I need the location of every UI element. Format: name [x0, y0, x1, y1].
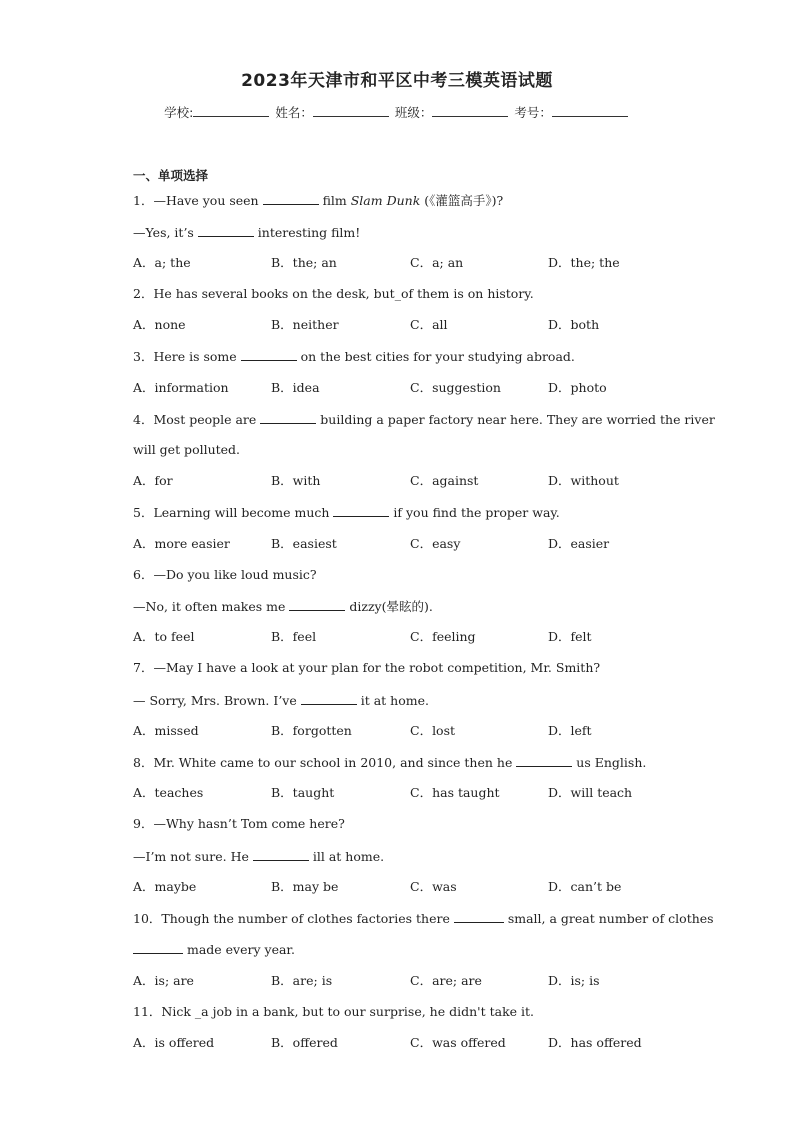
answer-blank: [260, 411, 316, 424]
q1-option-b[interactable]: B．the; an: [271, 255, 337, 270]
q10-option-d[interactable]: D．is; is: [548, 973, 600, 988]
answer-blank: [289, 598, 345, 611]
q2-option-a[interactable]: A．none: [133, 317, 186, 332]
q7-option-b[interactable]: B．forgotten: [271, 723, 352, 738]
q6-option-c[interactable]: C．feeling: [410, 629, 476, 644]
q1-option-a[interactable]: A．a; the: [133, 255, 191, 270]
q7-option-d[interactable]: D．left: [548, 723, 592, 738]
question-9-reply: —I’m not sure. He ill at home.: [133, 849, 385, 864]
answer-blank: [516, 754, 572, 767]
question-8-stem: 8．Mr. White came to our school in 2010, and since then he us English.: [133, 755, 647, 770]
question-10-stem: 10．Though the number of clothes factories there small, a great number of clothes: [133, 911, 714, 926]
q11-option-d[interactable]: D．has offered: [548, 1035, 642, 1050]
q6-option-a[interactable]: A．to feel: [133, 629, 195, 644]
q3-option-a[interactable]: A．information: [133, 380, 229, 395]
question-6-stem: 6．—Do you like loud music?: [133, 567, 317, 582]
question-3-stem: 3．Here is some on the best cities for your studying abroad.: [133, 349, 575, 364]
answer-blank: [263, 192, 319, 205]
student-info-line: [0, 103, 794, 121]
q9-option-c[interactable]: C．was: [410, 879, 457, 894]
question-5-stem: 5．Learning will become much if you find the proper way.: [133, 505, 560, 520]
class-label: 班级：: [394, 105, 433, 120]
q1-option-d[interactable]: D．the; the: [548, 255, 620, 270]
q3-option-d[interactable]: D．photo: [548, 380, 607, 395]
answer-blank: [301, 692, 357, 705]
section-heading: 一、单项选择: [133, 168, 209, 183]
answer-blank: [454, 910, 504, 923]
q10-option-c[interactable]: C．are; are: [410, 973, 482, 988]
q6-option-b[interactable]: B．feel: [271, 629, 317, 644]
page-title: 2023年天津市和平区中考三模英语试题: [241, 71, 553, 91]
name-blank: [313, 104, 389, 117]
q11-option-b[interactable]: B．offered: [271, 1035, 338, 1050]
q8-option-c[interactable]: C．has taught: [410, 785, 500, 800]
q2-option-d[interactable]: D．both: [548, 317, 600, 332]
q4-option-c[interactable]: C．against: [410, 473, 479, 488]
answer-blank: [198, 224, 254, 237]
question-7-reply: — Sorry, Mrs. Brown. I’ve it at home.: [133, 693, 429, 708]
answer-blank: [253, 848, 309, 861]
q3-option-c[interactable]: C．suggestion: [410, 380, 501, 395]
q4-option-b[interactable]: B．with: [271, 473, 321, 488]
question-1-stem: 1．—Have you seen film Slam Dunk (《灌篮高手》)?: [133, 193, 504, 208]
answer-blank: [333, 504, 389, 517]
q11-option-c[interactable]: C．was offered: [410, 1035, 506, 1050]
q2-option-c[interactable]: C．all: [410, 317, 448, 332]
name-label: 姓名：: [275, 105, 313, 120]
q8-option-b[interactable]: B．taught: [271, 785, 335, 800]
question-11-stem: 11．Nick _a job in a bank, but to our surprise, he didn't take it.: [133, 1004, 535, 1019]
q5-option-a[interactable]: A．more easier: [133, 536, 230, 551]
q4-option-a[interactable]: A．for: [133, 473, 173, 488]
q6-option-d[interactable]: D．felt: [548, 629, 592, 644]
question-9-stem: 9．—Why hasn’t Tom come here?: [133, 816, 345, 831]
q4-option-d[interactable]: D．without: [548, 473, 619, 488]
question-6-reply: —No, it often makes me dizzy(晕眩的).: [133, 599, 433, 614]
q5-option-d[interactable]: D．easier: [548, 536, 610, 551]
q7-option-c[interactable]: C．lost: [410, 723, 456, 738]
q11-option-a[interactable]: A．is offered: [133, 1035, 215, 1050]
q1-option-c[interactable]: C．a; an: [410, 255, 464, 270]
q9-option-d[interactable]: D．can’t be: [548, 879, 622, 894]
q5-option-b[interactable]: B．easiest: [271, 536, 337, 551]
q2-option-b[interactable]: B．neither: [271, 317, 339, 332]
question-1-reply: —Yes, it’s interesting film!: [133, 225, 361, 240]
school-label: 学校:: [164, 105, 194, 120]
q9-option-a[interactable]: A．maybe: [133, 879, 197, 894]
question-2-stem: 2．He has several books on the desk, but_of them is on history.: [133, 286, 534, 301]
question-7-stem: 7．—May I have a look at your plan for the robot competition, Mr. Smith?: [133, 660, 601, 675]
q5-option-c[interactable]: C．easy: [410, 536, 461, 551]
answer-blank: [241, 348, 297, 361]
q3-option-b[interactable]: B．idea: [271, 380, 320, 395]
q8-option-a[interactable]: A．teaches: [133, 785, 204, 800]
q7-option-a[interactable]: A．missed: [133, 723, 199, 738]
number-blank: [552, 104, 628, 117]
question-4-stem: 4．Most people are building a paper factory near here. They are worried the river: [133, 412, 715, 427]
class-blank: [432, 104, 508, 117]
q10-option-a[interactable]: A．is; are: [133, 973, 194, 988]
q10-option-b[interactable]: B．are; is: [271, 973, 333, 988]
question-4-stem-cont: will get polluted.: [133, 442, 241, 457]
school-blank: [193, 104, 269, 117]
q9-option-b[interactable]: B．may be: [271, 879, 339, 894]
answer-blank: [133, 941, 183, 954]
q8-option-d[interactable]: D．will teach: [548, 785, 633, 800]
number-label: 考号：: [514, 105, 552, 120]
question-10-stem-cont: made every year.: [133, 941, 295, 958]
